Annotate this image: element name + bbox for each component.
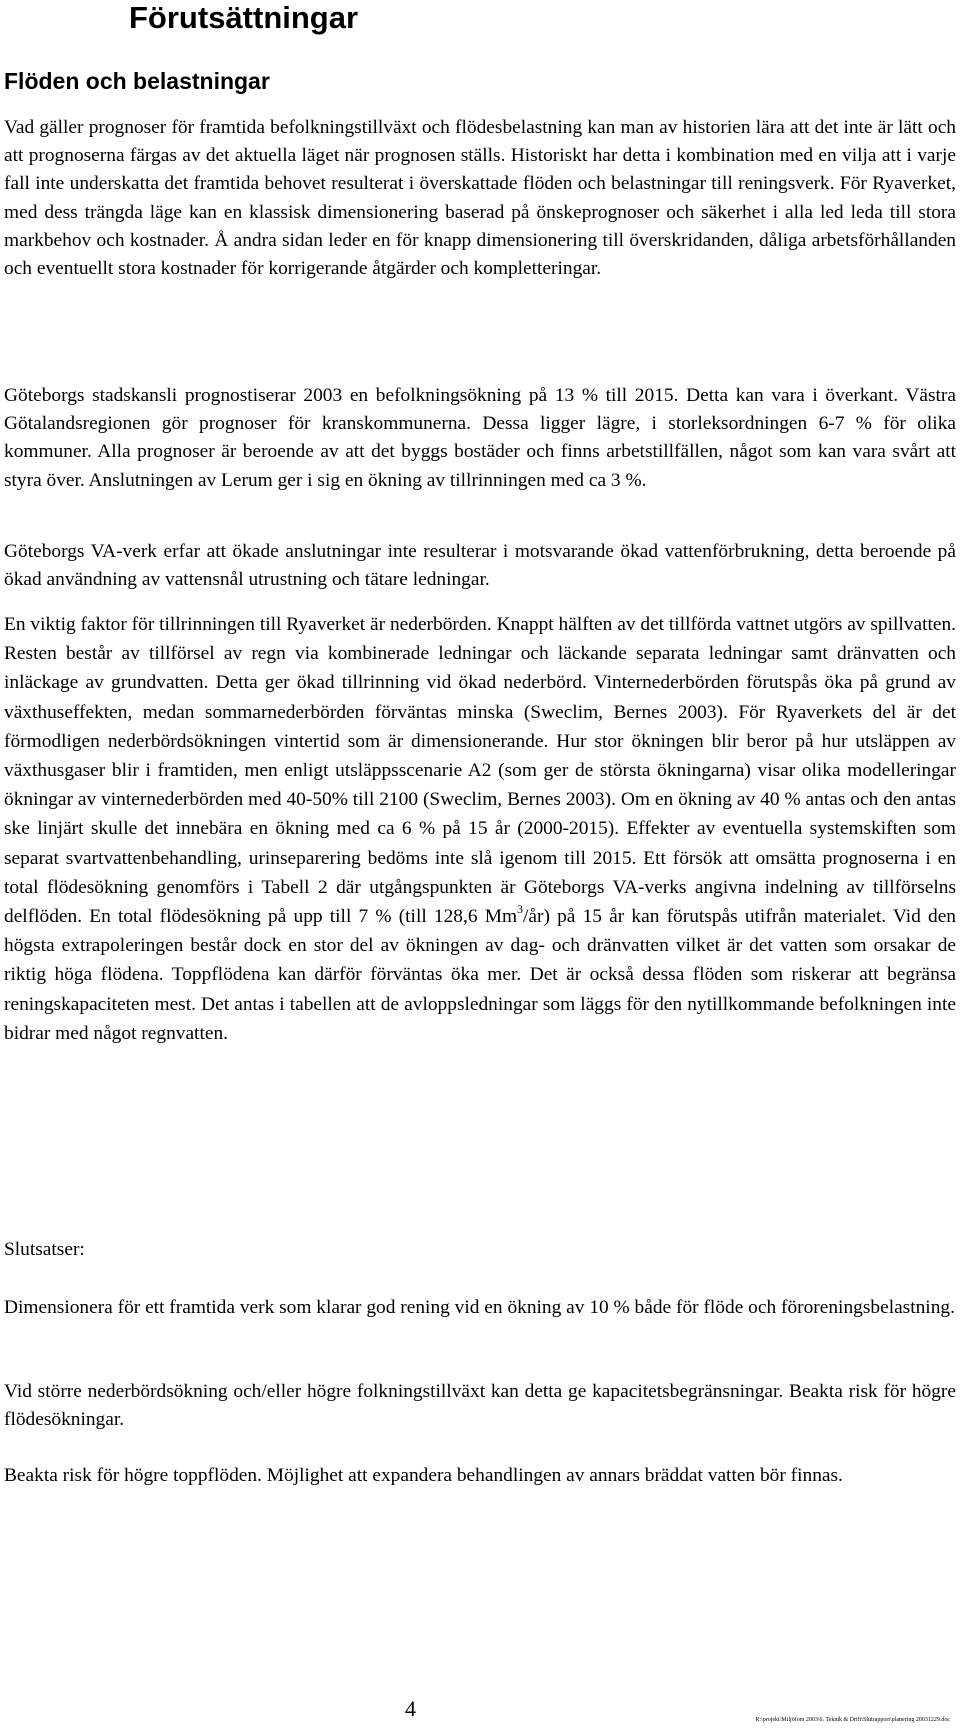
- superscript-cubic: 3: [517, 901, 524, 916]
- conclusion-item-3: Beakta risk för högre toppflöden. Möjlighet att expandera behandlingen av annars bräddat vatten bör finnas.: [4, 1465, 843, 1486]
- footer-file-path: R:\projekt\Miljöfom 2003\6. Teknik & Drift\Slutrapport\planering 20031229.doc: [755, 1717, 950, 1723]
- conclusion-item-1: Dimensionera för ett framtida verk som klarar god rening vid en ökning av 10 % både för flöde och föroreningsbelastning.: [4, 1297, 955, 1318]
- page-number: 4: [405, 1696, 416, 1721]
- paragraph-population-forecast: Göteborgs stadskansli prognostiserar 2003 en befolkningsökning på 13 % till 2015. Detta kan vara i överkant. Västra Götalandsregionen gör prognoser för kranskommunerna. Dessa ligger lägre, i storleksordningen 6-7 % för olika kommuner. Alla prognoser är beroende av att det byggs bostäder och finns arbetstillfällen, något som kan vara svårt att styra över. Anslutningen av Lerum ger i sig en ökning av tillrinningen med ca 3 %.: [4, 385, 956, 491]
- paragraph-forecast-history: Vad gäller prognoser för framtida befolkningstillväxt och flödesbelastning kan man av historien lära att det inte är lätt och att prognoserna färgas av det aktuella läget när prognosen ställs. Historiskt har detta i kombination med en vilja att i varje fall inte underskatta det framtida behovet resulterat i överskattade flöden och belastningar till reningsverk. För Ryaverket, med dess trängda läge kan en klassisk dimensionering baserad på önskeprognoser och säkerhet i alla led leda till stora markbehov och kostnader. Å andra sidan leder en för knapp dimensionering till överskridanden, dåliga arbetsförhållanden och eventuellt stora kostnader för korrigerande åtgärder och kompletteringar.: [4, 117, 956, 280]
- paragraph-precipitation-part2: /år) på 15 år kan förutspås utifrån materialet. Vid den högsta extrapoleringen består dock en stor del av ökningen av dag- och dränvatten vilket är det vatten som orsakar de riktig höga flödena. Toppflödena kan därför förväntas öka mer. Det är också dessa flöden som riskerar att begränsa reningskapaciteten mest. Det antas i tabellen att de avloppsledningar som läggs för den nytillkommande befolkningen inte bidrar med något regnvatten.: [4, 906, 956, 1044]
- paragraph-precipitation-part1: En viktig faktor för tillrinningen till Ryaverket är nederbörden. Knappt hälften av det tillförda vattnet utgörs av spillvatten. Resten består av tillförsel av regn via kombinerade ledningar och läckande separata ledningar samt dränvatten och inläckage av grundvatten. Detta ger ökad tillrinning vid ökad nederbörd. Vinternederbörden förutspås öka på grund av växthuseffekten, medan sommarnederbörden förväntas minska (Sweclim, Bernes 2003). För Ryaverkets del är det förmodligen nederbördsökningen vintertid som är dimensionerande. Hur stor ökningen blir beror på hur utsläppen av växthusgaser blir i framtiden, men enligt utsläppsscenarie A2 (som ger de största ökningarna) visar olika modelleringar ökningar av vinternederbörden med 40-50% till 2100 (Sweclim, Bernes 2003). Om en ökning av 40 % antas och den antas ske linjärt skulle det innebära en ökning med ca 6 % på 15 år (2000-2015). Effekter av eventuella systemskiften som separat svartvattenbehandling, urinseparering bedöms inte slå igenom till 2015. Ett försök att omsätta prognoserna i en total flödesökning genomförs i Tabell 2 där utgångspunkten är Göteborgs VA-verks angivna indelning av tillförselns delflöden. En total flödesökning på upp till 7 % (till 128,6 Mm: [4, 614, 956, 928]
- paragraph-precipitation: [4, 610, 956, 1048]
- conclusions-label: Slutsatser:: [4, 1239, 85, 1260]
- conclusion-item-2: Vid större nederbördsökning och/eller högre folkningstillväxt kan detta ge kapacitetsbegränsningar. Beakta risk för högre flödesökningar.: [4, 1381, 956, 1431]
- section-heading: Flöden och belastningar: [4, 68, 270, 94]
- page-title: Förutsättningar: [129, 0, 359, 35]
- paragraph-water-consumption: Göteborgs VA-verk erfar att ökade anslutningar inte resulterar i motsvarande ökad vattenförbrukning, detta beroende på ökad användning av vattensnål utrustning och tätare ledningar.: [4, 541, 956, 591]
